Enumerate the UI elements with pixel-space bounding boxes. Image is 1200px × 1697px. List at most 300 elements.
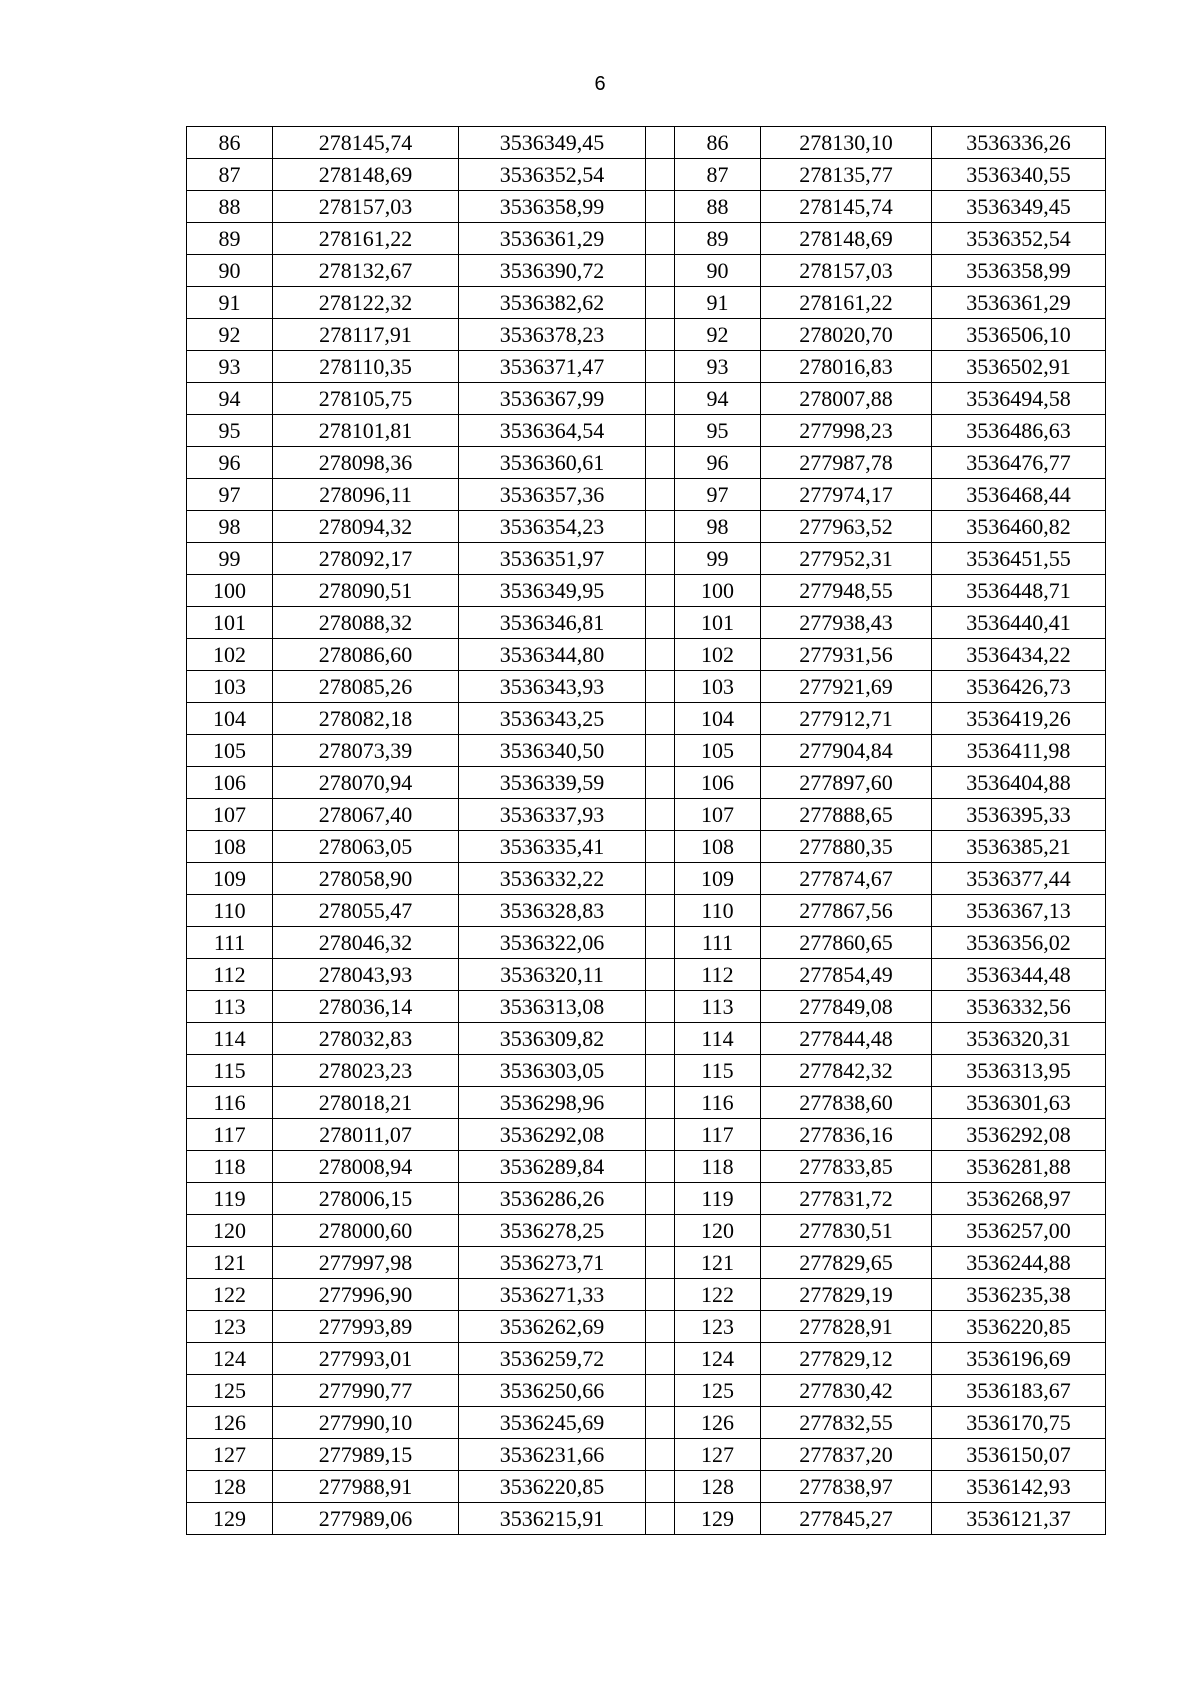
right-point-number-cell: 121 [675,1247,761,1279]
right-y-coordinate-cell: 3536281,88 [932,1151,1106,1183]
right-point-number-cell: 104 [675,703,761,735]
left-x-coordinate-cell: 278008,94 [273,1151,459,1183]
left-x-coordinate-cell: 278161,22 [273,223,459,255]
separator-cell [646,639,675,671]
left-x-coordinate-cell: 278063,05 [273,831,459,863]
right-y-coordinate-cell: 3536142,93 [932,1471,1106,1503]
left-y-coordinate-cell: 3536309,82 [459,1023,646,1055]
left-x-coordinate-cell: 278096,11 [273,479,459,511]
left-point-number-cell: 103 [187,671,273,703]
table-row [187,767,1106,799]
right-x-coordinate-cell: 277842,32 [761,1055,932,1087]
left-x-coordinate-cell: 277989,15 [273,1439,459,1471]
left-point-number-cell: 96 [187,447,273,479]
right-x-coordinate-cell: 277948,55 [761,575,932,607]
left-y-coordinate-cell: 3536343,93 [459,671,646,703]
right-y-coordinate-cell: 3536361,29 [932,287,1106,319]
right-point-number-cell: 125 [675,1375,761,1407]
right-x-coordinate-cell: 278130,10 [761,127,932,159]
separator-cell [646,1151,675,1183]
table-row [187,447,1106,479]
left-y-coordinate-cell: 3536340,50 [459,735,646,767]
left-y-coordinate-cell: 3536328,83 [459,895,646,927]
right-y-coordinate-cell: 3536385,21 [932,831,1106,863]
left-x-coordinate-cell: 278036,14 [273,991,459,1023]
left-x-coordinate-cell: 277990,77 [273,1375,459,1407]
separator-cell [646,127,675,159]
right-y-coordinate-cell: 3536377,44 [932,863,1106,895]
separator-cell [646,223,675,255]
left-y-coordinate-cell: 3536313,08 [459,991,646,1023]
table-row [187,255,1106,287]
left-point-number-cell: 114 [187,1023,273,1055]
right-x-coordinate-cell: 278145,74 [761,191,932,223]
left-y-coordinate-cell: 3536337,93 [459,799,646,831]
right-x-coordinate-cell: 277867,56 [761,895,932,927]
right-x-coordinate-cell: 277836,16 [761,1119,932,1151]
right-y-coordinate-cell: 3536344,48 [932,959,1106,991]
right-point-number-cell: 89 [675,223,761,255]
right-x-coordinate-cell: 277829,19 [761,1279,932,1311]
right-point-number-cell: 99 [675,543,761,575]
right-point-number-cell: 127 [675,1439,761,1471]
left-point-number-cell: 104 [187,703,273,735]
left-x-coordinate-cell: 277989,06 [273,1503,459,1535]
right-y-coordinate-cell: 3536352,54 [932,223,1106,255]
left-x-coordinate-cell: 278148,69 [273,159,459,191]
right-x-coordinate-cell: 277830,42 [761,1375,932,1407]
right-point-number-cell: 110 [675,895,761,927]
left-point-number-cell: 95 [187,415,273,447]
table-row [187,1343,1106,1375]
right-point-number-cell: 123 [675,1311,761,1343]
right-x-coordinate-cell: 278020,70 [761,319,932,351]
left-point-number-cell: 86 [187,127,273,159]
right-y-coordinate-cell: 3536476,77 [932,447,1106,479]
right-y-coordinate-cell: 3536244,88 [932,1247,1106,1279]
right-y-coordinate-cell: 3536411,98 [932,735,1106,767]
right-y-coordinate-cell: 3536340,55 [932,159,1106,191]
table-row [187,543,1106,575]
right-y-coordinate-cell: 3536451,55 [932,543,1106,575]
right-y-coordinate-cell: 3536292,08 [932,1119,1106,1151]
separator-cell [646,543,675,575]
right-y-coordinate-cell: 3536235,38 [932,1279,1106,1311]
right-x-coordinate-cell: 277952,31 [761,543,932,575]
left-point-number-cell: 125 [187,1375,273,1407]
right-y-coordinate-cell: 3536448,71 [932,575,1106,607]
left-y-coordinate-cell: 3536354,23 [459,511,646,543]
left-y-coordinate-cell: 3536250,66 [459,1375,646,1407]
table-row [187,1439,1106,1471]
right-x-coordinate-cell: 277904,84 [761,735,932,767]
right-x-coordinate-cell: 277845,27 [761,1503,932,1535]
separator-cell [646,1247,675,1279]
right-x-coordinate-cell: 277938,43 [761,607,932,639]
separator-cell [646,767,675,799]
left-point-number-cell: 124 [187,1343,273,1375]
left-y-coordinate-cell: 3536371,47 [459,351,646,383]
right-x-coordinate-cell: 277832,55 [761,1407,932,1439]
table-row [187,895,1106,927]
left-point-number-cell: 97 [187,479,273,511]
left-y-coordinate-cell: 3536344,80 [459,639,646,671]
right-point-number-cell: 116 [675,1087,761,1119]
separator-cell [646,1279,675,1311]
left-y-coordinate-cell: 3536245,69 [459,1407,646,1439]
left-point-number-cell: 92 [187,319,273,351]
left-y-coordinate-cell: 3536335,41 [459,831,646,863]
table-row [187,831,1106,863]
separator-cell [646,1471,675,1503]
left-point-number-cell: 128 [187,1471,273,1503]
left-x-coordinate-cell: 278132,67 [273,255,459,287]
separator-cell [646,511,675,543]
left-x-coordinate-cell: 278011,07 [273,1119,459,1151]
table-row [187,319,1106,351]
separator-cell [646,383,675,415]
right-y-coordinate-cell: 3536313,95 [932,1055,1106,1087]
left-y-coordinate-cell: 3536339,59 [459,767,646,799]
left-x-coordinate-cell: 278055,47 [273,895,459,927]
right-y-coordinate-cell: 3536419,26 [932,703,1106,735]
left-x-coordinate-cell: 278088,32 [273,607,459,639]
right-x-coordinate-cell: 277860,65 [761,927,932,959]
table-row [187,959,1106,991]
right-x-coordinate-cell: 277987,78 [761,447,932,479]
table-row [187,1247,1106,1279]
left-y-coordinate-cell: 3536364,54 [459,415,646,447]
left-y-coordinate-cell: 3536360,61 [459,447,646,479]
left-point-number-cell: 109 [187,863,273,895]
left-point-number-cell: 127 [187,1439,273,1471]
left-x-coordinate-cell: 278067,40 [273,799,459,831]
table-row [187,287,1106,319]
left-point-number-cell: 101 [187,607,273,639]
separator-cell [646,1439,675,1471]
right-y-coordinate-cell: 3536367,13 [932,895,1106,927]
separator-cell [646,1087,675,1119]
right-x-coordinate-cell: 278161,22 [761,287,932,319]
right-point-number-cell: 100 [675,575,761,607]
table-row [187,1087,1106,1119]
left-x-coordinate-cell: 278110,35 [273,351,459,383]
table-row [187,1503,1106,1535]
right-y-coordinate-cell: 3536494,58 [932,383,1106,415]
separator-cell [646,799,675,831]
left-x-coordinate-cell: 278043,93 [273,959,459,991]
left-point-number-cell: 107 [187,799,273,831]
separator-cell [646,479,675,511]
left-x-coordinate-cell: 278070,94 [273,767,459,799]
right-point-number-cell: 95 [675,415,761,447]
table-row [187,927,1106,959]
right-point-number-cell: 122 [675,1279,761,1311]
table-row [187,1183,1106,1215]
right-point-number-cell: 102 [675,639,761,671]
separator-cell [646,895,675,927]
left-x-coordinate-cell: 278018,21 [273,1087,459,1119]
right-y-coordinate-cell: 3536404,88 [932,767,1106,799]
right-point-number-cell: 101 [675,607,761,639]
right-y-coordinate-cell: 3536220,85 [932,1311,1106,1343]
right-x-coordinate-cell: 277833,85 [761,1151,932,1183]
right-x-coordinate-cell: 277828,91 [761,1311,932,1343]
left-x-coordinate-cell: 278145,74 [273,127,459,159]
left-y-coordinate-cell: 3536349,95 [459,575,646,607]
table-row [187,671,1106,703]
left-x-coordinate-cell: 278117,91 [273,319,459,351]
left-point-number-cell: 113 [187,991,273,1023]
left-x-coordinate-cell: 277993,89 [273,1311,459,1343]
separator-cell [646,1503,675,1535]
right-point-number-cell: 105 [675,735,761,767]
table-row [187,1407,1106,1439]
left-x-coordinate-cell: 278086,60 [273,639,459,671]
right-y-coordinate-cell: 3536320,31 [932,1023,1106,1055]
left-x-coordinate-cell: 278058,90 [273,863,459,895]
right-x-coordinate-cell: 278148,69 [761,223,932,255]
right-x-coordinate-cell: 277829,65 [761,1247,932,1279]
left-point-number-cell: 112 [187,959,273,991]
left-y-coordinate-cell: 3536322,06 [459,927,646,959]
left-y-coordinate-cell: 3536220,85 [459,1471,646,1503]
left-x-coordinate-cell: 278046,32 [273,927,459,959]
right-point-number-cell: 103 [675,671,761,703]
separator-cell [646,831,675,863]
separator-cell [646,1119,675,1151]
right-point-number-cell: 97 [675,479,761,511]
right-point-number-cell: 118 [675,1151,761,1183]
left-point-number-cell: 121 [187,1247,273,1279]
table-row [187,1055,1106,1087]
left-y-coordinate-cell: 3536332,22 [459,863,646,895]
left-y-coordinate-cell: 3536289,84 [459,1151,646,1183]
left-point-number-cell: 110 [187,895,273,927]
right-point-number-cell: 109 [675,863,761,895]
right-point-number-cell: 112 [675,959,761,991]
table-row [187,1375,1106,1407]
right-x-coordinate-cell: 277963,52 [761,511,932,543]
left-y-coordinate-cell: 3536278,25 [459,1215,646,1247]
left-x-coordinate-cell: 278085,26 [273,671,459,703]
right-point-number-cell: 88 [675,191,761,223]
left-y-coordinate-cell: 3536231,66 [459,1439,646,1471]
right-point-number-cell: 90 [675,255,761,287]
right-y-coordinate-cell: 3536434,22 [932,639,1106,671]
table-row [187,1311,1106,1343]
left-point-number-cell: 94 [187,383,273,415]
separator-cell [646,927,675,959]
right-y-coordinate-cell: 3536121,37 [932,1503,1106,1535]
table-row [187,575,1106,607]
separator-cell [646,255,675,287]
table-row [187,159,1106,191]
separator-cell [646,991,675,1023]
right-x-coordinate-cell: 277874,67 [761,863,932,895]
right-x-coordinate-cell: 277974,17 [761,479,932,511]
right-y-coordinate-cell: 3536358,99 [932,255,1106,287]
left-y-coordinate-cell: 3536259,72 [459,1343,646,1375]
separator-cell [646,959,675,991]
right-point-number-cell: 92 [675,319,761,351]
right-point-number-cell: 114 [675,1023,761,1055]
table-row [187,607,1106,639]
right-x-coordinate-cell: 277838,97 [761,1471,932,1503]
right-point-number-cell: 128 [675,1471,761,1503]
table-row [187,735,1106,767]
left-point-number-cell: 93 [187,351,273,383]
table-row [187,1279,1106,1311]
right-y-coordinate-cell: 3536486,63 [932,415,1106,447]
table-row [187,1119,1106,1151]
left-x-coordinate-cell: 278073,39 [273,735,459,767]
right-y-coordinate-cell: 3536268,97 [932,1183,1106,1215]
right-y-coordinate-cell: 3536468,44 [932,479,1106,511]
table-row [187,703,1106,735]
right-x-coordinate-cell: 277897,60 [761,767,932,799]
left-y-coordinate-cell: 3536303,05 [459,1055,646,1087]
separator-cell [646,1343,675,1375]
left-point-number-cell: 89 [187,223,273,255]
right-point-number-cell: 120 [675,1215,761,1247]
left-y-coordinate-cell: 3536361,29 [459,223,646,255]
right-point-number-cell: 93 [675,351,761,383]
right-x-coordinate-cell: 277921,69 [761,671,932,703]
left-x-coordinate-cell: 278023,23 [273,1055,459,1087]
right-x-coordinate-cell: 277880,35 [761,831,932,863]
right-point-number-cell: 117 [675,1119,761,1151]
right-point-number-cell: 96 [675,447,761,479]
separator-cell [646,415,675,447]
right-x-coordinate-cell: 278007,88 [761,383,932,415]
left-y-coordinate-cell: 3536346,81 [459,607,646,639]
separator-cell [646,159,675,191]
separator-cell [646,671,675,703]
left-y-coordinate-cell: 3536390,72 [459,255,646,287]
left-point-number-cell: 91 [187,287,273,319]
left-x-coordinate-cell: 278090,51 [273,575,459,607]
right-x-coordinate-cell: 277831,72 [761,1183,932,1215]
left-point-number-cell: 120 [187,1215,273,1247]
coordinates-table-body [187,127,1106,1535]
left-y-coordinate-cell: 3536382,62 [459,287,646,319]
left-point-number-cell: 118 [187,1151,273,1183]
left-y-coordinate-cell: 3536358,99 [459,191,646,223]
separator-cell [646,1215,675,1247]
left-x-coordinate-cell: 278157,03 [273,191,459,223]
right-point-number-cell: 86 [675,127,761,159]
separator-cell [646,447,675,479]
left-point-number-cell: 126 [187,1407,273,1439]
left-point-number-cell: 119 [187,1183,273,1215]
left-y-coordinate-cell: 3536357,36 [459,479,646,511]
right-point-number-cell: 124 [675,1343,761,1375]
right-y-coordinate-cell: 3536183,67 [932,1375,1106,1407]
table-row [187,639,1106,671]
right-y-coordinate-cell: 3536506,10 [932,319,1106,351]
right-point-number-cell: 98 [675,511,761,543]
left-point-number-cell: 90 [187,255,273,287]
separator-cell [646,319,675,351]
separator-cell [646,1407,675,1439]
left-x-coordinate-cell: 278032,83 [273,1023,459,1055]
left-point-number-cell: 116 [187,1087,273,1119]
left-x-coordinate-cell: 278098,36 [273,447,459,479]
page-number: 6 [594,73,606,95]
left-y-coordinate-cell: 3536271,33 [459,1279,646,1311]
right-point-number-cell: 87 [675,159,761,191]
left-y-coordinate-cell: 3536320,11 [459,959,646,991]
separator-cell [646,191,675,223]
right-x-coordinate-cell: 277931,56 [761,639,932,671]
left-point-number-cell: 111 [187,927,273,959]
right-y-coordinate-cell: 3536332,56 [932,991,1106,1023]
right-x-coordinate-cell: 277888,65 [761,799,932,831]
left-y-coordinate-cell: 3536351,97 [459,543,646,575]
right-y-coordinate-cell: 3536440,41 [932,607,1106,639]
left-y-coordinate-cell: 3536352,54 [459,159,646,191]
separator-cell [646,735,675,767]
left-y-coordinate-cell: 3536298,96 [459,1087,646,1119]
table-row [187,191,1106,223]
left-point-number-cell: 115 [187,1055,273,1087]
left-point-number-cell: 98 [187,511,273,543]
table-row [187,991,1106,1023]
right-y-coordinate-cell: 3536356,02 [932,927,1106,959]
right-point-number-cell: 129 [675,1503,761,1535]
separator-cell [646,1375,675,1407]
right-point-number-cell: 107 [675,799,761,831]
right-x-coordinate-cell: 277844,48 [761,1023,932,1055]
right-y-coordinate-cell: 3536395,33 [932,799,1106,831]
left-x-coordinate-cell: 277997,98 [273,1247,459,1279]
left-x-coordinate-cell: 278000,60 [273,1215,459,1247]
table-row [187,1151,1106,1183]
right-y-coordinate-cell: 3536170,75 [932,1407,1106,1439]
right-x-coordinate-cell: 277829,12 [761,1343,932,1375]
left-point-number-cell: 105 [187,735,273,767]
left-y-coordinate-cell: 3536378,23 [459,319,646,351]
coordinates-table [186,126,1106,1535]
left-point-number-cell: 122 [187,1279,273,1311]
left-x-coordinate-cell: 278082,18 [273,703,459,735]
right-point-number-cell: 113 [675,991,761,1023]
separator-cell [646,1023,675,1055]
left-y-coordinate-cell: 3536349,45 [459,127,646,159]
separator-cell [646,863,675,895]
left-point-number-cell: 100 [187,575,273,607]
left-point-number-cell: 99 [187,543,273,575]
table-row [187,223,1106,255]
right-y-coordinate-cell: 3536257,00 [932,1215,1106,1247]
right-x-coordinate-cell: 277854,49 [761,959,932,991]
separator-cell [646,1183,675,1215]
right-y-coordinate-cell: 3536196,69 [932,1343,1106,1375]
right-point-number-cell: 94 [675,383,761,415]
left-y-coordinate-cell: 3536286,26 [459,1183,646,1215]
table-row [187,863,1106,895]
table-row [187,799,1106,831]
right-point-number-cell: 108 [675,831,761,863]
separator-cell [646,1055,675,1087]
right-point-number-cell: 91 [675,287,761,319]
left-y-coordinate-cell: 3536343,25 [459,703,646,735]
right-y-coordinate-cell: 3536502,91 [932,351,1106,383]
right-point-number-cell: 119 [675,1183,761,1215]
left-y-coordinate-cell: 3536292,08 [459,1119,646,1151]
table-row [187,479,1106,511]
